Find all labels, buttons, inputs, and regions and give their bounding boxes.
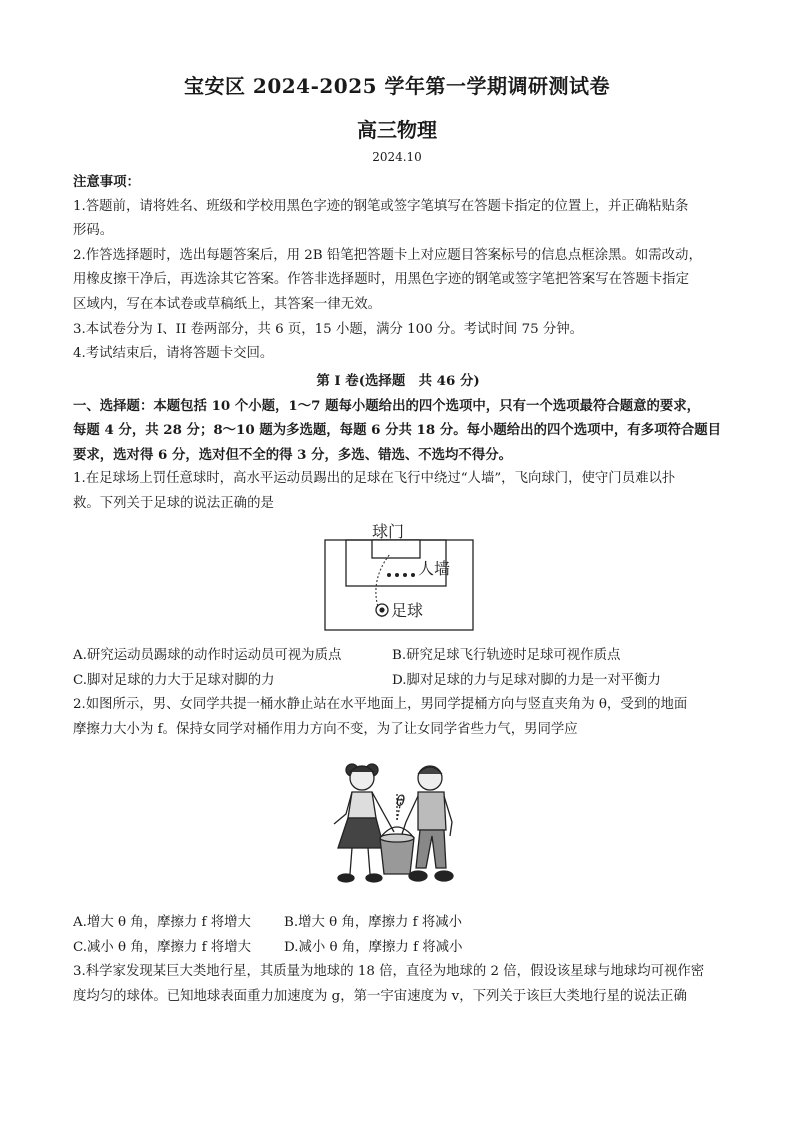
q2-option-a: A.增大 θ 角，摩擦力 f 将增大 xyxy=(73,915,251,930)
wall-player xyxy=(403,573,407,577)
q2-option-c: C.减小 θ 角，摩擦力 f 将增大 xyxy=(73,940,251,955)
goal-label: 球门 xyxy=(372,522,405,541)
notice-line: 2.作答选择题时，选出每题答案后，用 2B 铅笔把答题卡上对应题目答案标号的信息点框涂黑。如需改动， xyxy=(73,247,702,263)
notice-line: 形码。 xyxy=(73,223,114,239)
q2-option-b: B.增大 θ 角，摩擦力 f 将减小 xyxy=(284,915,463,930)
wall-label: 人墙 xyxy=(418,559,451,578)
q3-stem xyxy=(73,960,723,1009)
q1-option-c: C.脚对足球的力大于足球对脚的力 xyxy=(73,673,275,688)
q1-option-a: A.研究运动员踢球的动作时运动员可视为质点 xyxy=(73,648,342,663)
notice-line: 1.答题前，请将姓名、班级和学校用黑色字迹的钢笔或签字笔填写在答题卡指定的位置上，并正确粘贴条 xyxy=(73,198,689,214)
q1-stem-line: 1.在足球场上罚任意球时，高水平运动员踢出的足球在飞行中绕过“人墙”，飞向球门，使守门员难以扑 xyxy=(73,471,676,487)
q3-stem-line: 度均匀的球体。已知地球表面重力加速度为 g，第一宇宙速度为 v，下列关于该巨大类地行星的说法正确 xyxy=(73,988,687,1004)
section1-heading: 第 I 卷(选择题 共 46 分) xyxy=(316,373,480,389)
q2-stem xyxy=(73,693,723,742)
section1-intro-line: 要求，选对得 6 分，选对但不全的得 3 分，多选、错选、不选均不得分。 xyxy=(73,446,512,463)
notice-line: 区域内，写在本试卷或草稿纸上，其答案一律无效。 xyxy=(73,296,381,312)
notice-heading: 注意事项： xyxy=(73,174,140,190)
q1-stem-line: 救。下列关于足球的说法正确的是 xyxy=(73,495,274,511)
q1-football-figure xyxy=(324,522,474,632)
q2-option-d: D.减小 θ 角，摩擦力 f 将减小 xyxy=(284,940,463,955)
q2-stem-line: 2.如图所示，男、女同学共提一桶水静止站在水平地面上，男同学提桶方向与竖直夹角为 θ，受到的地面 xyxy=(73,697,688,712)
q1-option-b: B.研究足球飞行轨迹时足球可视作质点 xyxy=(392,648,621,663)
goal-box xyxy=(372,540,420,558)
wall-player xyxy=(387,573,391,577)
notice-section xyxy=(73,170,723,367)
exam-subtitle: 高三物理 xyxy=(357,118,437,142)
section1 xyxy=(73,369,723,517)
notice-line: 用橡皮擦干净后，再选涂其它答案。作答非选择题时，用黑色字迹的钢笔或签字笔把答案写在答题卡指定 xyxy=(73,272,689,288)
q2-children-bucket-figure xyxy=(322,756,472,892)
theta-label: θ xyxy=(396,792,406,810)
wall-player xyxy=(411,573,415,577)
notice-line: 4.考试结束后，请将答题卡交回。 xyxy=(73,346,274,362)
wall-player xyxy=(395,573,399,577)
q1-option-d: D.脚对足球的力与足球对脚的力是一对平衡力 xyxy=(392,673,661,688)
exam-date: 2024.10 xyxy=(372,150,422,164)
notice-line: 3.本试卷分为 I、II 卷两部分，共 6 页，15 小题，满分 100 分。考试时间 75 分钟。 xyxy=(73,321,584,337)
section1-intro-line: 每题 4 分，共 28 分；8～10 题为多选题，每题 6 分共 18 分。每小题给出的四个选项中，有多项符合题目 xyxy=(73,422,722,439)
ball-label: 足球 xyxy=(391,601,424,620)
q2-stem-line: 摩擦力大小为 f。保持女同学对桶作用力方向不变，为了让女同学省些力气，男同学应 xyxy=(73,721,578,737)
exam-title: 宝安区 2024-2025 学年第一学期调研测试卷 xyxy=(183,74,611,98)
q3-stem-line: 3.科学家发现某巨大类地行星，其质量为地球的 18 倍，直径为地球的 2 倍，假设该星球与地球均可视作密 xyxy=(73,964,705,979)
section1-intro-line: 一、选择题：本题包括 10 个小题，1～7 题每小题给出的四个选项中，只有一个选项最符合题意的要求， xyxy=(73,397,701,414)
